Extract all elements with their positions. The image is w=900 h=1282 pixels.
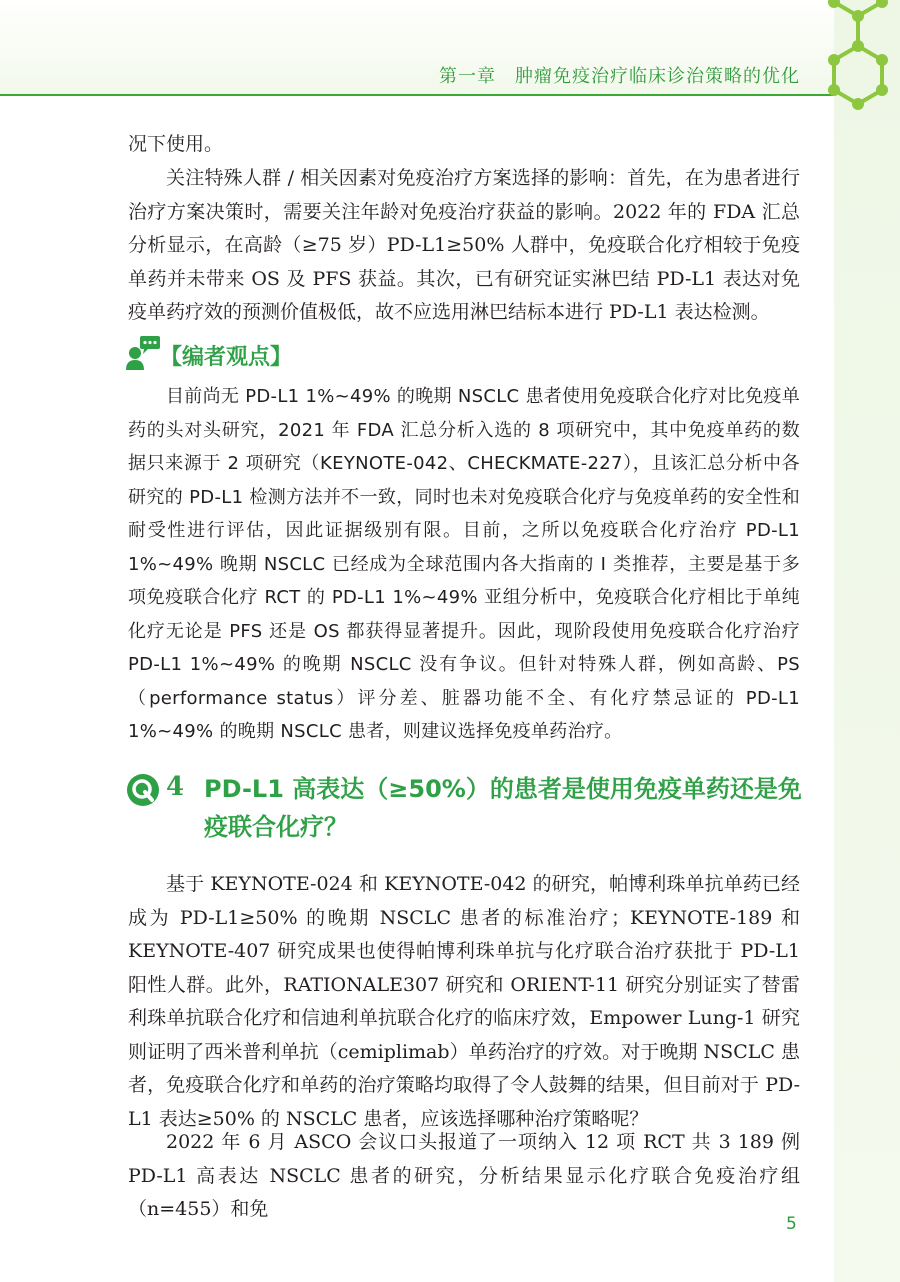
answer-paragraph-2: 2022 年 6 月 ASCO 会议口头报道了一项纳入 12 项 RCT 共 3 189 例 PD-L1 高表达 NSCLC 患者的研究，分析结果显示化疗联合免疫治疗组（n=455）和免: [128, 1131, 800, 1220]
header-divider: [0, 94, 834, 96]
continuation-paragraph: 况下使用。: [128, 133, 224, 155]
answer-paragraph-1: 基于 KEYNOTE-024 和 KEYNOTE-042 的研究，帕博利珠单抗单药已经成为 PD-L1≥50% 的晚期 NSCLC 患者的标准治疗；KEYNOTE-189 和 KEYNOTE-407 研究成果也使得帕博利珠单抗与化疗联合治疗获批于 PD-L1 阳性人群。此外，RATIONALE307 研究和 ORIENT-11 研究分别证实了替雷利珠单抗联合化疗和信迪利单抗联合化疗的临床疗效，Empower Lung-1 研究则证明了西米普利单抗（cemiplimab）单药治疗的疗效。对于晚期 NSCLC 患者，免疫联合化疗和单药的治疗策略均取得了令人鼓舞的结果，但目前对于 PD-L1 表达≥50% 的 NSCLC 患者，应该选择哪种治疗策略呢？: [128, 873, 800, 1130]
question-title: PD-L1 高表达（≥50%）的患者是使用免疫单药还是免疫联合化疗？: [204, 775, 802, 841]
side-decoration-strip: [834, 0, 900, 1282]
special-population-paragraph: 关注特殊人群 / 相关因素对免疫治疗方案选择的影响：首先，在为患者进行治疗方案决策时，需要关注年龄对免疫治疗获益的影响。2022 年的 FDA 汇总分析显示，在高龄（≥75 岁）PD-L1≥50% 人群中，免疫联合化疗相较于免疫单药并未带来 OS 及 PFS 获益。其次，已有研究证实淋巴结 PD-L1 表达对免疫单药疗效的预测价值极低，故不应选用淋巴结标本进行 PD-L1 表达检测。: [128, 167, 800, 323]
question-number: 4: [166, 772, 185, 802]
page-number: 5: [786, 1214, 797, 1234]
editor-chat-icon: [126, 336, 160, 370]
question-badge-icon: [126, 773, 160, 807]
editor-opinion-title: 【编者观点】: [160, 345, 293, 370]
chapter-title: 第一章 肿瘤免疫治疗临床诊治策略的优化: [439, 66, 800, 87]
molecule-decoration-icon: [820, 0, 900, 120]
editor-opinion-paragraph: 目前尚无 PD-L1 1%~49% 的晚期 NSCLC 患者使用免疫联合化疗对比免疫单药的头对头研究，2021 年 FDA 汇总分析入选的 8 项研究中，其中免疫单药的数据只来源于 2 项研究（KEYNOTE-042、CHECKMATE-227），且该汇总分析中各研究的 PD-L1 检测方法并不一致，同时也未对免疫联合化疗与免疫单药的安全性和耐受性进行评估，因此证据级别有限。目前，之所以免疫联合化疗治疗 PD-L1 1%~49% 晚期 NSCLC 已经成为全球范围内各大指南的 Ⅰ 类推荐，主要是基于多项免疫联合化疗 RCT 的 PD-L1 1%~49% 亚组分析中，免疫联合化疗相比于单纯化疗无论是 PFS 还是 OS 都获得显著提升。因此，现阶段使用免疫联合化疗治疗 PD-L1 1%~49% 的晚期 NSCLC 没有争议。但针对特殊人群，例如高龄、PS（performance status）评分差、脏器功能不全、有化疗禁忌证的 PD-L1 1%~49% 的晚期 NSCLC 患者，则建议选择免疫单药治疗。: [128, 386, 800, 742]
